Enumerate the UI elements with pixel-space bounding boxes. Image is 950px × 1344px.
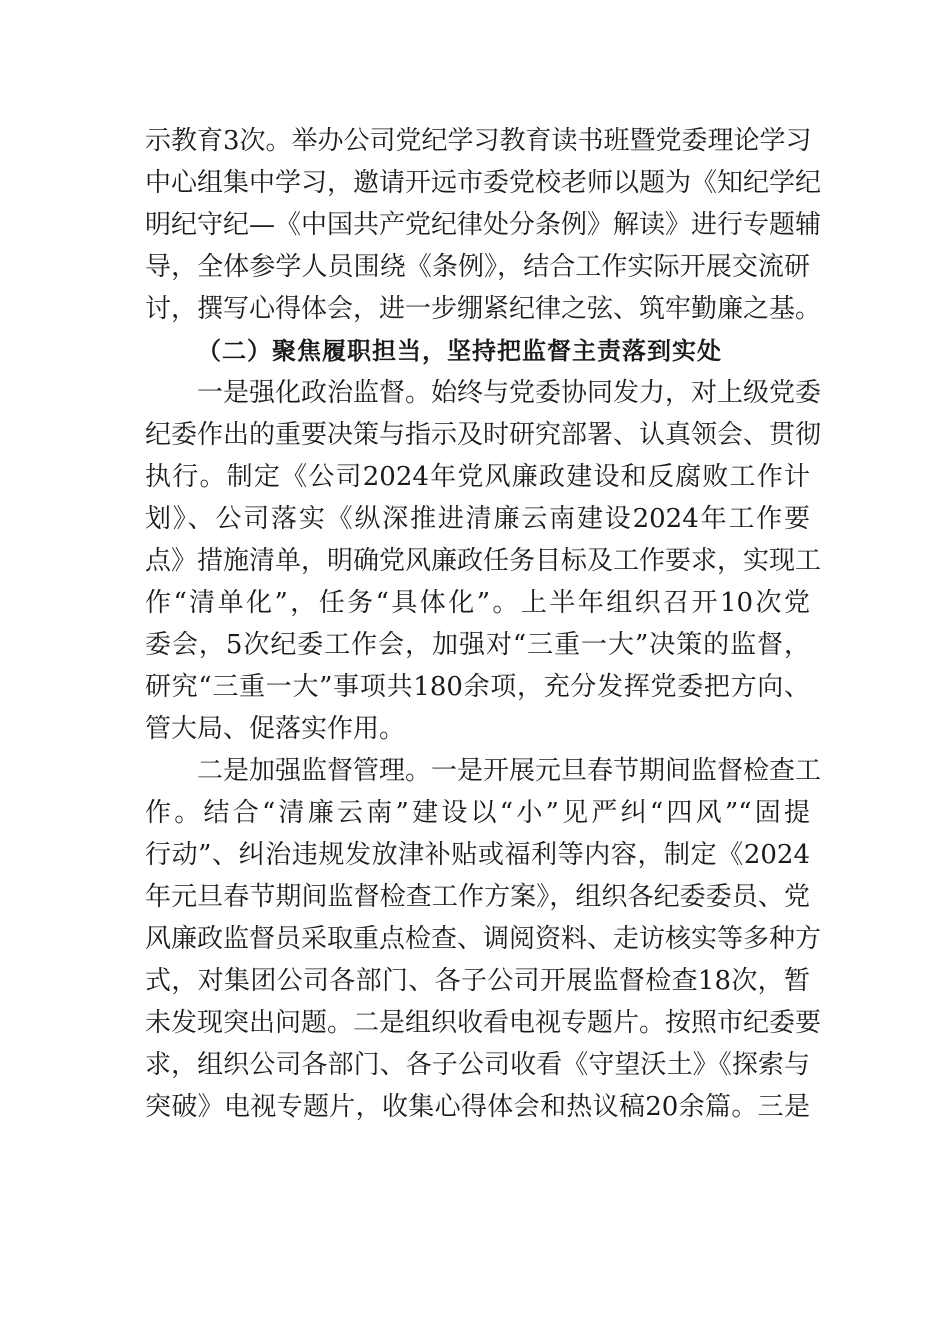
text-line: 点》措施清单，明确党风廉政任务目标及工作要求，实现工 [145,546,822,576]
text-line: 委会，5次纪委工作会，加强对“三重一大”决策的监督， [145,630,810,660]
text-line: 管大局、促落实作用。 [145,714,406,744]
text-line: 求，组织公司各部门、各子公司收看《守望沃土》《探索与 [145,1050,810,1080]
text-line: 二是加强监督管理。一是开展元旦春节期间监督检查工 [197,756,822,786]
text-line: 纪委作出的重要决策与指示及时研究部署、认真领会、贯彻 [145,420,822,450]
text-line: 导，全体参学人员围绕《条例》，结合工作实际开展交流研 [145,252,810,282]
text-line: 中心组集中学习，邀请开远市委党校老师以题为《知纪学纪 [145,168,822,198]
text-line: 行动”、纠治违规发放津补贴或福利等内容，制定《2024 [145,840,810,870]
text-line: 划》、公司落实《纵深推进清廉云南建设2024年工作要 [145,504,810,534]
text-line: 作“清单化”，任务“具体化”。上半年组织召开10次党 [145,588,810,618]
text-line: 风廉政监督员采取重点检查、调阅资料、走访核实等多种方 [145,924,822,954]
section-heading: （二）聚焦履职担当，坚持把监督主责落到实处 [197,337,722,365]
text-line: 年元旦春节期间监督检查工作方案》，组织各纪委委员、党 [145,882,810,912]
text-line: 执行。制定《公司2024年党风廉政建设和反腐败工作计 [145,462,810,492]
text-line: 讨，撰写心得体会，进一步绷紧纪律之弦、筑牢勤廉之基。 [145,294,822,324]
text-line: 式，对集团公司各部门、各子公司开展监督检查18次，暂 [145,966,810,996]
text-line: 作。结合“清廉云南”建设以“小”见严纠“四风”“固提 [145,798,810,828]
text-line: 一是强化政治监督。始终与党委协同发力，对上级党委 [197,378,822,408]
text-line: 示教育3次。举办公司党纪学习教育读书班暨党委理论学习 [145,126,812,156]
text-line: 未发现突出问题。二是组织收看电视专题片。按照市纪委要 [145,1008,822,1038]
text-line: 研究“三重一大”事项共180余项，充分发挥党委把方向、 [145,672,810,702]
text-line: 明纪守纪—《中国共产党纪律处分条例》解读》进行专题辅 [145,210,822,240]
text-line: 突破》电视专题片，收集心得体会和热议稿20余篇。三是 [145,1092,810,1122]
